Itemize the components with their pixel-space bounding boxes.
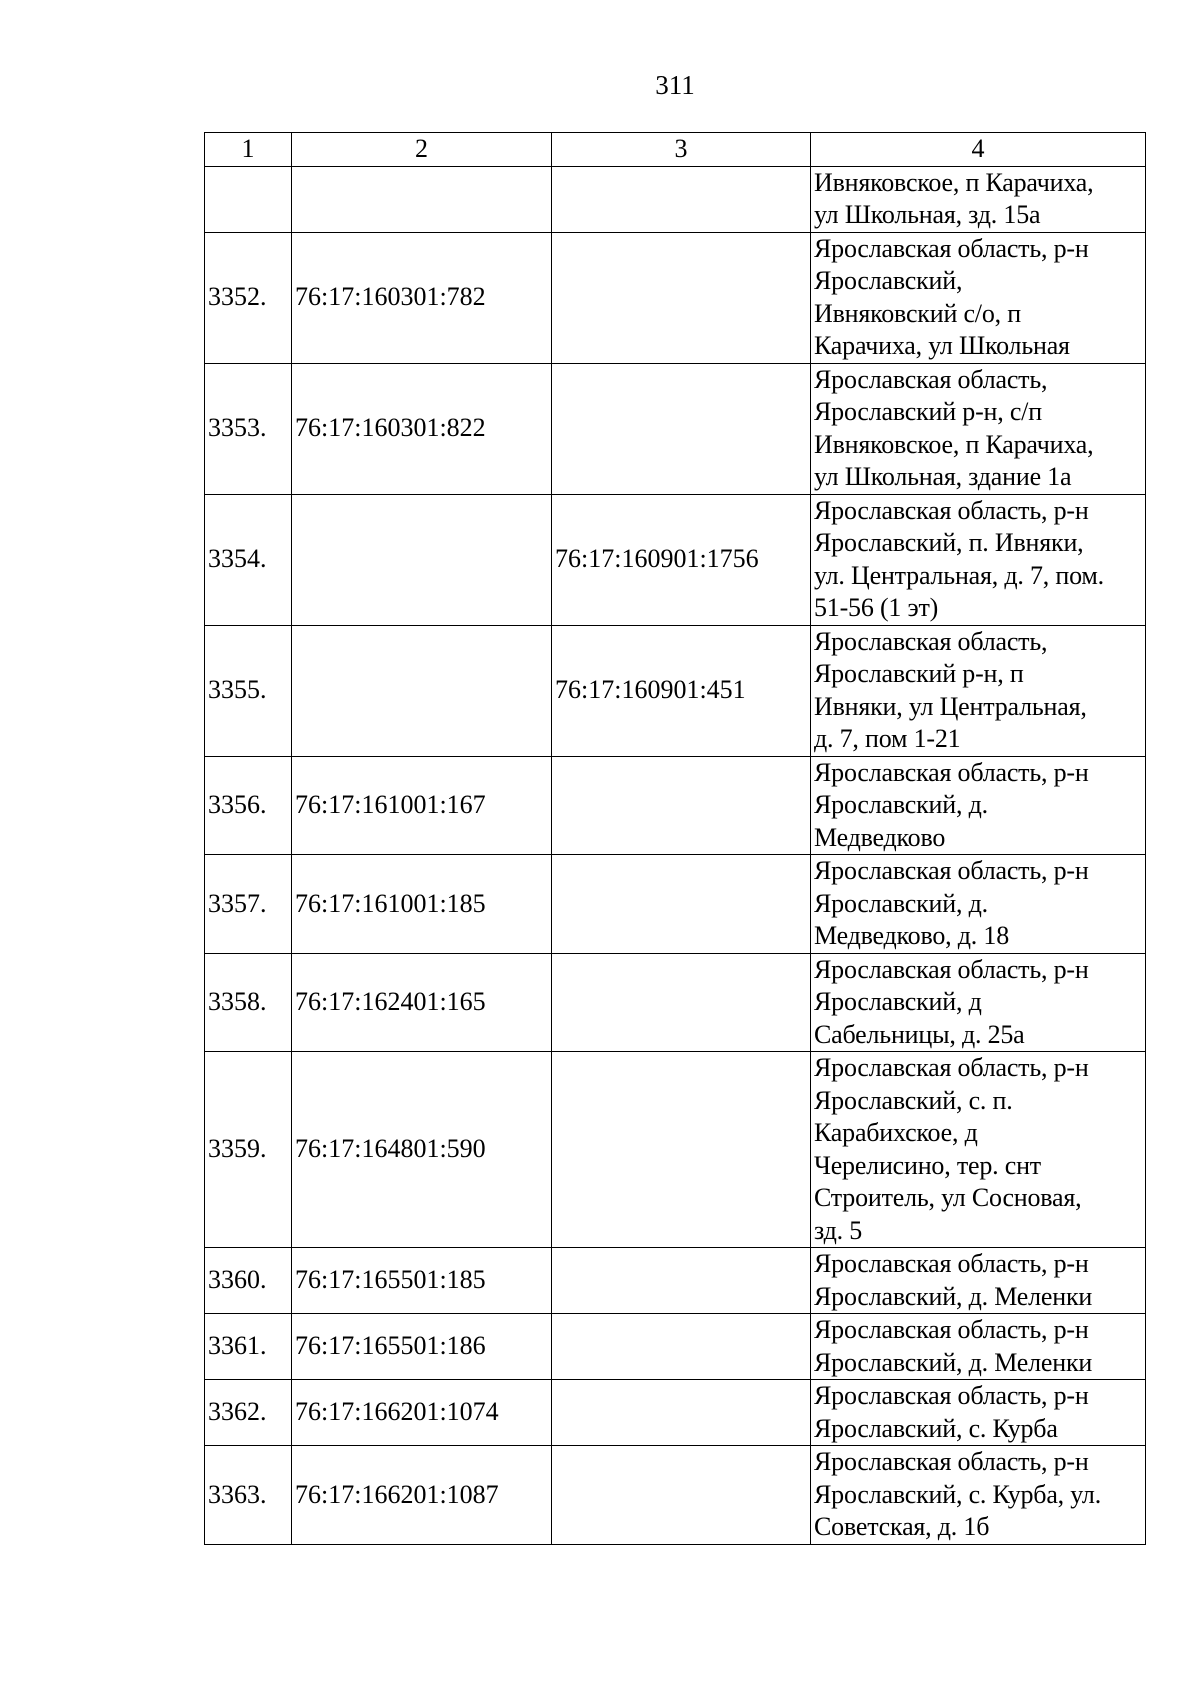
cadastral-number-col3 (552, 1380, 811, 1446)
row-number: 3352. (205, 232, 292, 363)
address-line: Ярославский р-н, с/п (814, 397, 1042, 426)
address-line: Советская, д. 1б (814, 1512, 990, 1541)
cadastral-number-col2: 76:17:160301:822 (292, 363, 552, 494)
cadastral-number-col3 (552, 363, 811, 494)
table-row (205, 756, 1146, 855)
row-number: 3355. (205, 625, 292, 756)
address-line: Ярославский, с. Курба (814, 1413, 1058, 1443)
table-row (205, 855, 1146, 954)
cadastral-number-col2: 76:17:161001:185 (292, 855, 552, 954)
cadastral-number-col3 (552, 1314, 811, 1380)
cadastral-number-col3 (552, 1248, 811, 1314)
address-line: Ивняки, ул Центральная, (814, 691, 1087, 721)
registry-table (204, 132, 1146, 1545)
address-cell (811, 232, 1146, 363)
table-row (205, 363, 1146, 494)
table-row (205, 494, 1146, 625)
row-number: 3357. (205, 855, 292, 954)
cadastral-number-col3 (552, 1052, 811, 1248)
table-row (205, 232, 1146, 363)
table-body (205, 166, 1146, 1544)
cadastral-number-col2 (292, 166, 552, 232)
address-line: Медведково (814, 822, 946, 852)
address-cell (811, 1446, 1146, 1545)
cadastral-number-col2: 76:17:166201:1074 (292, 1380, 552, 1446)
page-number: 311 (655, 70, 695, 100)
address-line: Черелисино, тер. снт (814, 1150, 1041, 1180)
address-line: ул Школьная, зд. 15а (814, 200, 1041, 229)
address-line: Ярославская область, р-н (814, 1315, 1089, 1344)
address-line: Ярославская область, р-н (814, 495, 1089, 525)
cadastral-number-col3 (552, 953, 811, 1052)
cadastral-number-col3 (552, 756, 811, 855)
address-line: Ярославский, п. Ивняки, (814, 528, 1084, 557)
address-cell (811, 953, 1146, 1052)
address-line: Ярославская область, р-н (814, 1249, 1089, 1278)
table-row (205, 1248, 1146, 1314)
table-row (205, 166, 1146, 232)
address-line: Ярославская область, р-н (814, 233, 1089, 263)
cadastral-number-col2 (292, 625, 552, 756)
address-line: Карачиха, ул Школьная (814, 331, 1070, 360)
address-cell (811, 756, 1146, 855)
row-number: 3363. (205, 1446, 292, 1545)
cadastral-number-col3: 76:17:160901:451 (552, 625, 811, 756)
table-row (205, 1052, 1146, 1248)
address-line: Ярославская область, р-н (814, 1053, 1089, 1082)
cadastral-number-col2: 76:17:164801:590 (292, 1052, 552, 1248)
address-line: ул. Центральная, д. 7, пом. (814, 560, 1104, 590)
table-row (205, 1446, 1146, 1545)
address-line: Ярославский, д (814, 987, 982, 1016)
table-row (205, 625, 1146, 756)
table-row (205, 1314, 1146, 1380)
row-number: 3361. (205, 1314, 292, 1380)
cadastral-number-col2: 76:17:161001:167 (292, 756, 552, 855)
address-cell (811, 494, 1146, 625)
address-cell (811, 1248, 1146, 1314)
table-row (205, 953, 1146, 1052)
address-cell (811, 855, 1146, 954)
address-line: Ярославская область, р-н (814, 757, 1089, 787)
cadastral-number-col3: 76:17:160901:1756 (552, 494, 811, 625)
address-line: ул Школьная, здание 1а (814, 462, 1072, 491)
cadastral-number-col3 (552, 1446, 811, 1545)
address-line: Ярославский, с. п. (814, 1085, 1013, 1115)
cadastral-number-col2: 76:17:165501:186 (292, 1314, 552, 1380)
address-line: Ивняковское, п Карачиха, (814, 429, 1094, 459)
address-line: Сабельницы, д. 25а (814, 1019, 1025, 1049)
row-number: 3358. (205, 953, 292, 1052)
row-number: 3356. (205, 756, 292, 855)
cadastral-number-col3 (552, 166, 811, 232)
address-line: Ярославская область, р-н (814, 1447, 1089, 1476)
cadastral-number-col2 (292, 494, 552, 625)
cadastral-number-col3 (552, 855, 811, 954)
address-line: Ярославский, д. Меленки (814, 1347, 1093, 1377)
address-cell (811, 1314, 1146, 1380)
address-cell (811, 363, 1146, 494)
column-header-3: 3 (552, 133, 811, 167)
row-number: 3360. (205, 1248, 292, 1314)
address-cell (811, 1380, 1146, 1446)
address-line: Ярославский р-н, п (814, 659, 1024, 688)
address-line: 51-56 (1 эт) (814, 593, 939, 622)
row-number: 3359. (205, 1052, 292, 1248)
address-cell (811, 625, 1146, 756)
address-line: Ярославский, д. (814, 790, 988, 819)
address-line: Ярославская область, р-н (814, 1381, 1089, 1410)
row-number: 3354. (205, 494, 292, 625)
address-line: Ярославская область, р-н (814, 856, 1089, 885)
address-line: Ярославская область, р-н (814, 954, 1089, 984)
address-line: Ивняковское, п Карачиха, (814, 167, 1094, 197)
address-line: Карабихское, д (814, 1118, 978, 1147)
address-cell (811, 166, 1146, 232)
cadastral-number-col2: 76:17:160301:782 (292, 232, 552, 363)
cadastral-number-col2: 76:17:166201:1087 (292, 1446, 552, 1545)
address-line: Ярославская область, (814, 364, 1048, 394)
column-header-1: 1 (205, 133, 292, 167)
row-number (205, 166, 292, 232)
address-line: Ярославский, д. Меленки (814, 1281, 1093, 1311)
cadastral-number-col2: 76:17:165501:185 (292, 1248, 552, 1314)
row-number: 3362. (205, 1380, 292, 1446)
row-number: 3353. (205, 363, 292, 494)
address-line: Строитель, ул Сосновая, (814, 1183, 1082, 1212)
cadastral-number-col2: 76:17:162401:165 (292, 953, 552, 1052)
address-line: зд. 5 (814, 1215, 863, 1245)
table-header-row (205, 133, 1146, 167)
address-line: Медведково, д. 18 (814, 921, 1009, 950)
address-line: Ярославский, (814, 266, 963, 295)
address-line: Ярославская область, (814, 626, 1048, 656)
table-row (205, 1380, 1146, 1446)
cadastral-number-col3 (552, 232, 811, 363)
address-cell (811, 1052, 1146, 1248)
address-line: Ярославский, с. Курба, ул. (814, 1479, 1101, 1509)
column-header-4: 4 (811, 133, 1146, 167)
address-line: Ярославский, д. (814, 888, 988, 918)
column-header-2: 2 (292, 133, 552, 167)
address-line: Ивняковский с/о, п (814, 298, 1021, 328)
address-line: д. 7, пом 1-21 (814, 724, 961, 753)
